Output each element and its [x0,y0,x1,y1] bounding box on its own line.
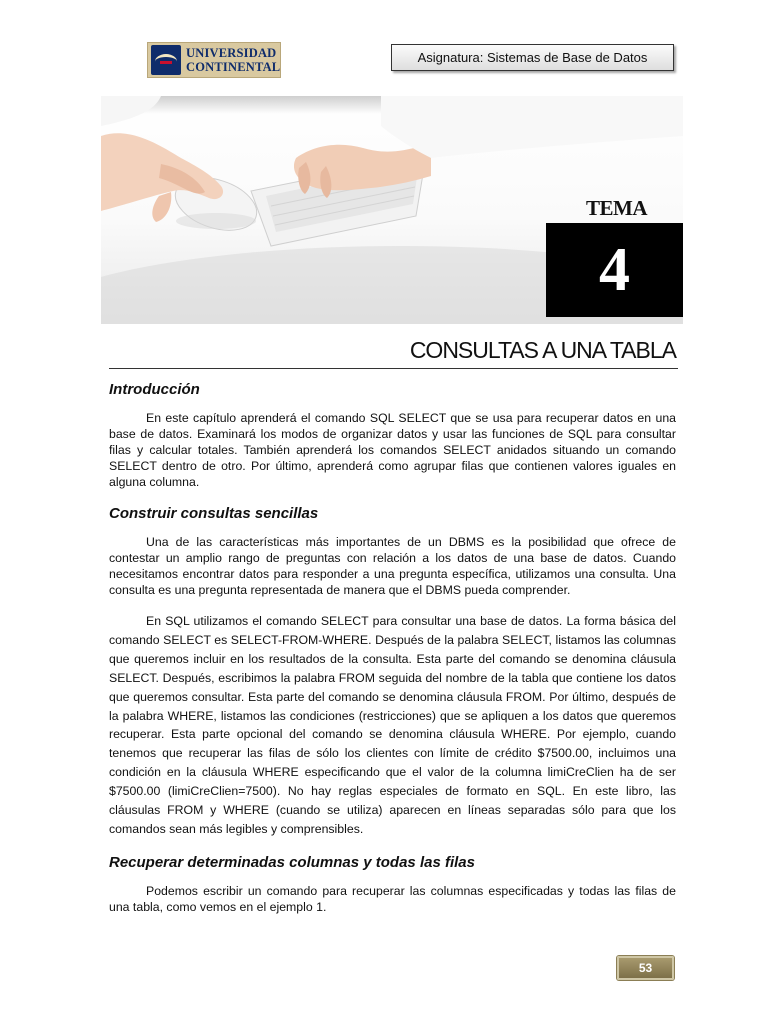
subject-header-box [391,44,674,71]
tema-number-box [546,223,683,317]
paragraph: En SQL utilizamos el comando SELECT para consultar una base de datos. La forma básica del comando SELECT es SELECT-FROM-WHERE. Después de la palabra SELECT, listamos las columnas que queremos incluir en los resultados de la consulta. Esta parte del comando se denomina cláusula SELECT. Después, escribimos la palabra FROM seguida del nombre de la tabla que contiene los datos que queremos consultar. Esta parte del comando se denomina cláusula FROM. Por último, después de la palabra WHERE, listamos las condiciones (restricciones) que se apliquen a los datos que queremos recuperar. Esta parte opcional del comando se denomina cláusula WHERE. Por ejemplo, cuando tenemos que recuperar las filas de sólo los clientes con límite de crédito $7500.00, incluimos una condición en la cláusula WHERE especificando que el valor de la columna limiCreClien ha de ser $7500.00 (limiCreClien=7500). No hay reglas especiales de formato en SQL. En este libro, las cláusulas FROM y WHERE (cuando se utiliza) aparecen en líneas separadas sólo para que los comandos sean más legibles y comprensibles. [109,614,676,836]
logo-line-2: CONTINENTAL [186,60,281,74]
document-body [109,380,676,915]
university-logo [147,42,281,78]
section-heading: Recuperar determinadas columnas y todas las filas [109,853,475,871]
section-introduccion [109,380,676,490]
section-recuperar-columnas [109,853,676,915]
logo-line-1: UNIVERSIDAD [186,46,277,60]
section-heading: Construir consultas sencillas [109,505,319,522]
tema-label: TEMA [586,196,647,220]
paragraph: En este capítulo aprenderá el comando SQL SELECT que se usa para recuperar datos en una base de datos. Examinará los modos de organizar datos y usar las funciones de SQL para consultar filas y calcular totales. También aprenderá los comandos SELECT anidados situando un comando SELECT dentro de otro. Por último, aprenderá como agrupar filas que contienen valores iguales en alguna columna. [109,411,676,489]
chapter-title: CONSULTAS A UNA TABLA [409,337,676,363]
university-emblem-icon [151,45,181,75]
tema-number: 4 [599,235,630,304]
logo-text [186,46,280,74]
subject-label: Asignatura: Sistemas de Base de Datos [417,50,648,65]
section-construir-consultas [109,504,676,839]
title-divider [109,368,678,369]
page-number: 53 [638,961,653,975]
paragraph: Una de las características más importantes de un DBMS es la posibilidad que ofrece de contestar un amplio rango de preguntas con relación a los datos de una base de datos. Cuando necesitamos encontrar datos para responder a una pregunta específica, utilizamos una consulta. Una consulta es una pregunta representada de manera que el DBMS pueda comprender. [109,535,676,597]
section-heading: Introducción [109,381,200,398]
page-number-badge [617,956,674,980]
paragraph: Podemos escribir un comando para recuperar las columnas especificadas y todas las filas de una tabla, como vemos en el ejemplo 1. [109,883,676,914]
